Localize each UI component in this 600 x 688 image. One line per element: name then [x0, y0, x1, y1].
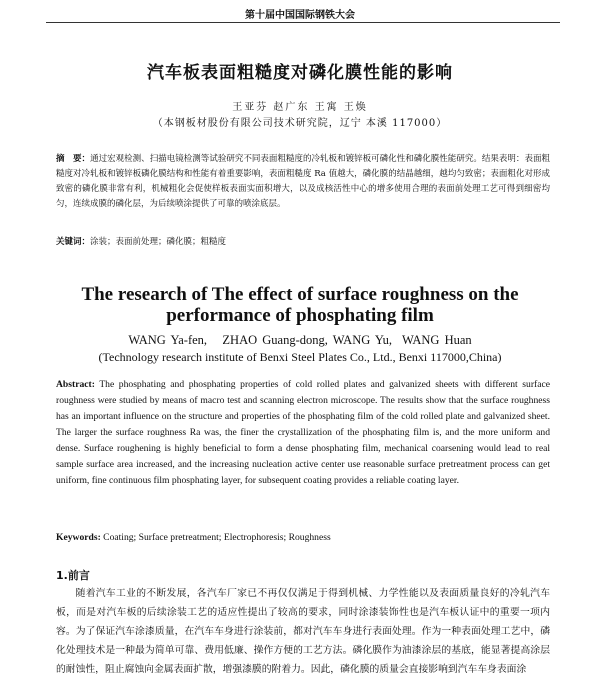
en-affiliation: (Technology research institute of Benxi Steel Plates Co., Ltd., Benxi 117000,China) [98, 350, 502, 364]
en-keywords [56, 530, 550, 546]
en-title-line2: performance of phosphating film [166, 305, 434, 326]
cn-abstract-label: 摘 要： [56, 154, 91, 164]
en-abstract-text: The phosphating and phosphating properties of cold rolled plates and galvanized sheets with different surface roughness were studied by means of macro test and scanning electron microscope. The results show that the surface roughness has an important influence on the structure and properties of the phosphating film of the cold rolled plate and galvanized sheet. The larger the surface roughness Ra was, the finer the crystallization of the phosphating film is, and the more uniform and dense. Surface roughening is highly beneficial to form a dense phosphating film, mechanical coarsening would lead to real sample surface area increased, and the increasing nucleation active center use reasonable surface pretreatment process can get uniform, fine continuous film phosphating layer, for subsequent coating provides a reliable coating layer. [56, 379, 550, 486]
cn-title: 汽车板表面粗糙度对磷化膜性能的影响 [147, 63, 453, 83]
cn-keywords [56, 235, 550, 250]
cn-keywords-label: 关键词： [56, 237, 91, 247]
en-keywords-text: Coating; Surface pretreatment; Electrophoresis; Roughness [103, 532, 331, 543]
en-keywords-label: Keywords: [56, 532, 101, 543]
cn-affiliation: （本钢板材股份有限公司技术研究院，辽宁 本溪 117000） [152, 118, 448, 129]
en-abstract-label: Abstract: [56, 379, 95, 390]
cn-authors: 王亚芬 赵广东 王寓 王焕 [232, 102, 368, 113]
section-body: 随着汽车工业的不断发展，各汽车厂家已不再仅仅满足于得到机械、力学性能以及表面质量良好的冷轧汽车板，而是对汽车板的后续涂装工艺的适应性提出了较高的要求，同时涂漆装饰性也是汽车板认证中的重要一项内容。为了保证汽车涂漆质量，在汽车车身进行涂装前，都对汽车车身进行表面处理。作为一种表面处理工艺中，磷化处理技术是一种最为简单可靠、费用低廉、操作方便的工艺方法。磷化膜作为油漆涂层的基底，能显著提高涂层的耐蚀性，阻止腐蚀向金属表面扩散，增强漆膜的附着力。因此，磷化膜的质量会直接影响到汽车车身表面涂 [56, 588, 550, 675]
running-header: 第十届中国国际钢铁大会 [245, 10, 355, 21]
en-title-line1: The research of The effect of surface roughness on the [81, 284, 519, 305]
section-heading: 1.前言 [56, 569, 90, 582]
en-abstract [56, 377, 550, 489]
header-rule [46, 22, 560, 23]
en-title [40, 284, 560, 326]
cn-abstract [56, 152, 550, 212]
en-authors: WANG Ya-fen, ZHAO Guang-dong, WANG Yu, WANG Huan [128, 333, 472, 347]
cn-keywords-text: 涂装；表面前处理；磷化膜；粗糙度 [90, 237, 227, 247]
cn-abstract-text: 通过宏观检测、扫描电镜检测等试验研究不同表面粗糙度的冷轧板和镀锌板可磷化性和磷化膜性能研究。结果表明：表面粗糙度对冷轧板和镀锌板磷化膜结构和性能有着重要影响，表面粗糙度 Ra 值越大，磷化膜的结晶越细，越均匀致密；表面粗化对形成致密的磷化膜非常有利，机械粗化会促使样板表面实面积增大，以及成核活性中心的增多使用合理的表面前处理工艺可得到细密均匀，连续成膜的磷化层，为后续喷涂提供了可靠的喷涂底层。 [56, 154, 550, 209]
